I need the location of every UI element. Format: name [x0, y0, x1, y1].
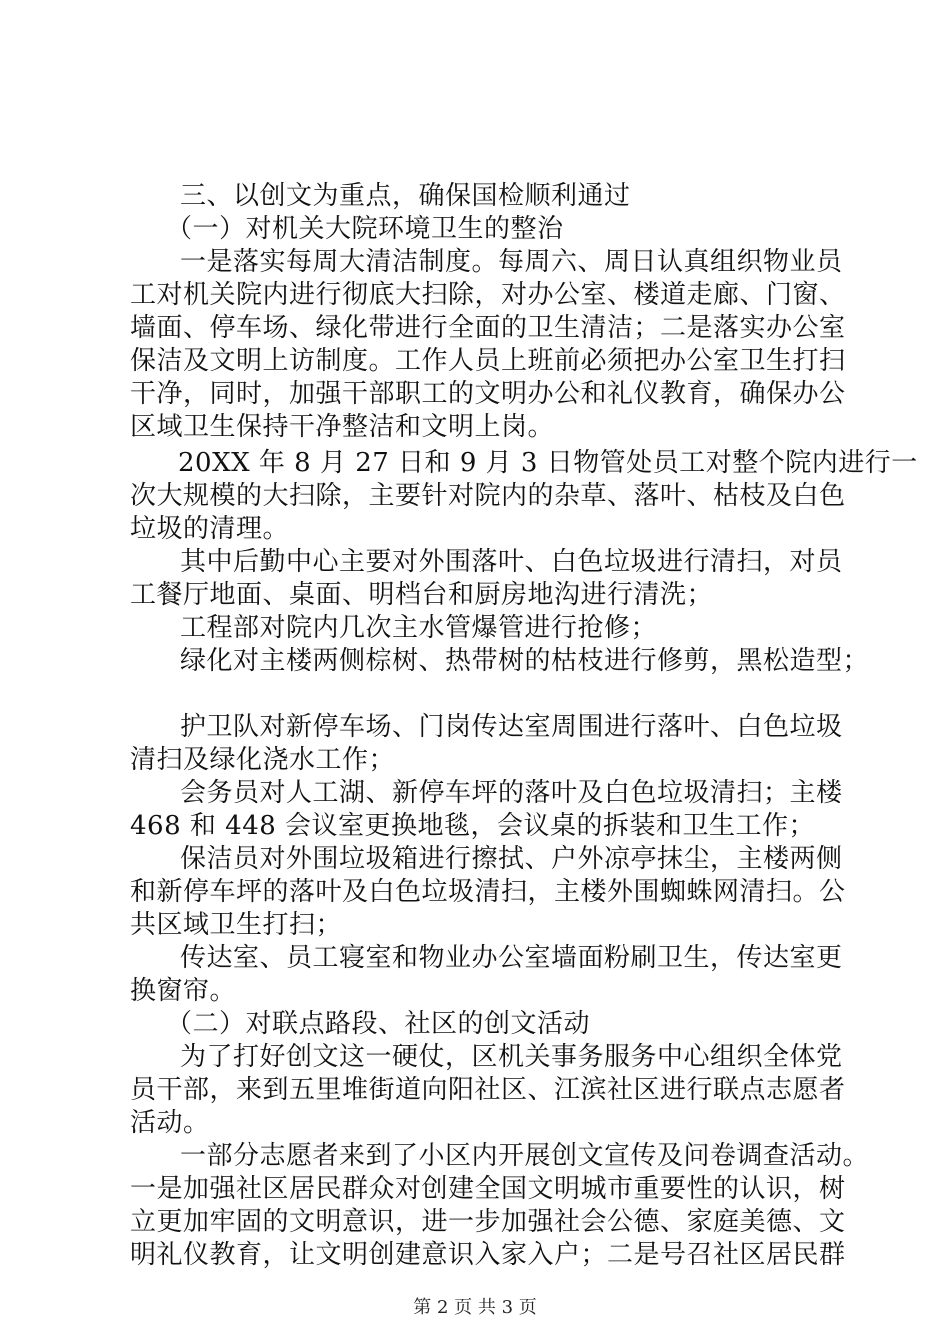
paragraph-line: 20XX 年 8 月 27 日和 9 月 3 日物管处员工对整个院内进行一 [178, 448, 918, 478]
paragraph-line: 墙面、停车场、绿化带进行全面的卫生清洁；二是落实办公室 [130, 313, 846, 343]
paragraph-line: 干净，同时，加强干部职工的文明办公和礼仪教育，确保办公 [130, 379, 846, 409]
paragraph-line: 其中后勤中心主要对外围落叶、白色垃圾进行清扫，对员 [180, 547, 843, 577]
paragraph-line: 一部分志愿者来到了小区内开展创文宣传及问卷调查活动。 [180, 1141, 870, 1171]
paragraph-line: 工餐厅地面、桌面、明档台和厨房地沟进行清洗； [130, 580, 714, 610]
paragraph-line: 绿化对主楼两侧棕树、热带树的枯枝进行修剪，黑松造型； [180, 646, 870, 676]
paragraph-line: 一是加强社区居民群众对创建全国文明城市重要性的认识，树 [130, 1174, 846, 1204]
paragraph-line: 员干部，来到五里堆街道向阳社区、江滨社区进行联点志愿者 [130, 1075, 846, 1105]
subsection-heading: （二）对联点路段、社区的创文活动 [166, 1009, 591, 1039]
paragraph-line: 468 和 448 会议室更换地毯，会议桌的拆装和卫生工作； [130, 811, 816, 841]
paragraph-line: 立更加牢固的文明意识，进一步加强社会公德、家庭美德、文 [130, 1207, 846, 1237]
paragraph-line: 传达室、员工寝室和物业办公室墙面粉刷卫生，传达室更 [180, 943, 843, 973]
paragraph-line: 和新停车坪的落叶及白色垃圾清扫，主楼外围蜘蛛网清扫。公 [130, 877, 846, 907]
paragraph-line: 共区域卫生打扫； [130, 910, 343, 940]
paragraph-line: 会务员对人工湖、新停车坪的落叶及白色垃圾清扫；主楼 [180, 778, 843, 808]
paragraph-line: 工程部对院内几次主水管爆管进行抢修； [180, 613, 658, 643]
paragraph-line: 保洁员对外围垃圾箱进行擦拭、户外凉亭抹尘，主楼两侧 [180, 844, 843, 874]
page-footer: 第 2 页 共 3 页 [413, 1297, 537, 1318]
paragraph-line: 次大规模的大扫除，主要针对院内的杂草、落叶、枯枝及白色 [130, 481, 846, 511]
paragraph-line: 清扫及绿化浇水工作； [130, 745, 396, 775]
paragraph-line: 垃圾的清理。 [130, 514, 290, 544]
paragraph-line: 换窗帘。 [130, 976, 237, 1006]
paragraph-line: 明礼仪教育，让文明创建意识入家入户；二是号召社区居民群 [130, 1240, 846, 1270]
paragraph-line: 一是落实每周大清洁制度。每周六、周日认真组织物业员 [180, 247, 843, 277]
paragraph-line: 区域卫生保持干净整洁和文明上岗。 [130, 412, 555, 442]
paragraph-line: 活动。 [130, 1108, 210, 1138]
paragraph-line: 护卫队对新停车场、门岗传达室周围进行落叶、白色垃圾 [180, 712, 843, 742]
paragraph-line: 保洁及文明上访制度。工作人员上班前必须把办公室卫生打扫 [130, 346, 846, 376]
paragraph-line: 为了打好创文这一硬仗，区机关事务服务中心组织全体党 [180, 1042, 843, 1072]
subsection-heading: （一）对机关大院环境卫生的整治 [166, 214, 564, 244]
paragraph-line: 工对机关院内进行彻底大扫除，对办公室、楼道走廊、门窗、 [130, 280, 846, 310]
section-heading: 三、以创文为重点，确保国检顺利通过 [180, 181, 631, 211]
